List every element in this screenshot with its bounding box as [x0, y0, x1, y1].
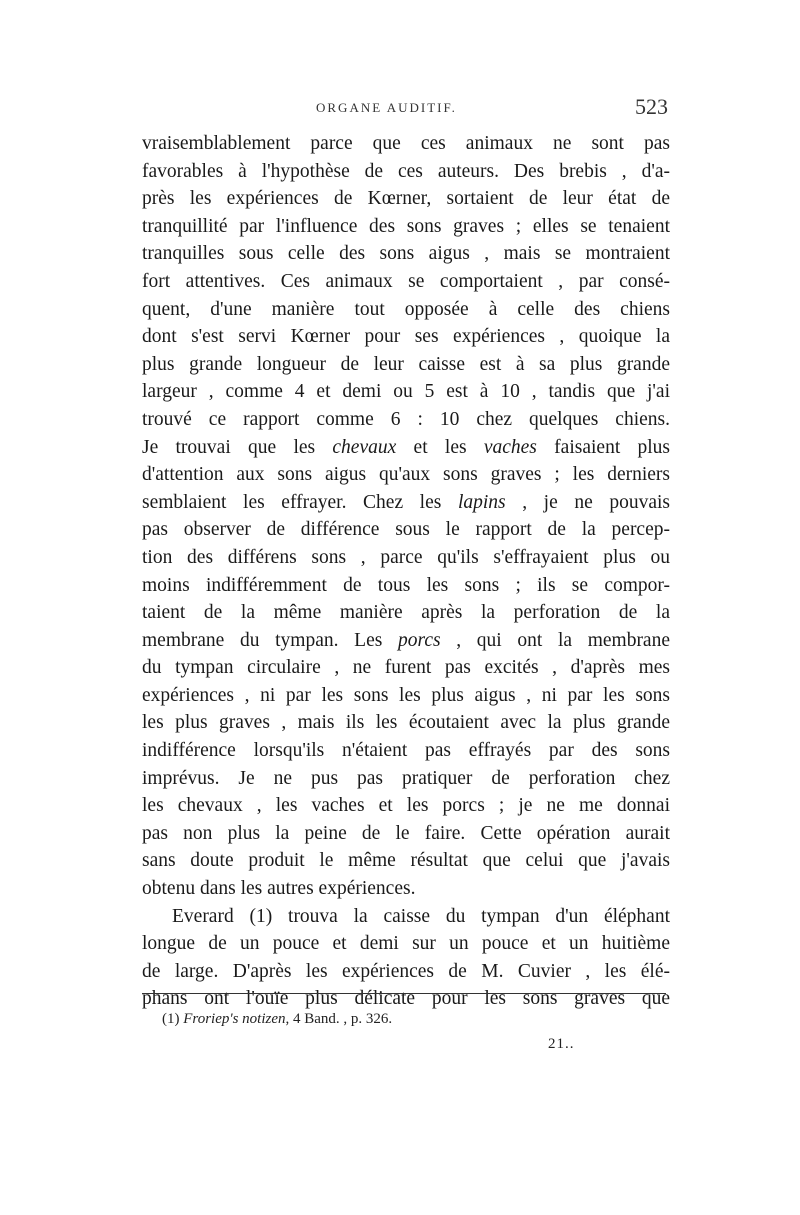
text-segment: , je ne pouvais [505, 491, 670, 513]
italic-term: porcs [397, 629, 441, 651]
text-segment: moins indifféremment de tous les sons ; ils se compor- [142, 574, 670, 596]
text-line [142, 489, 670, 517]
text-line [142, 296, 670, 324]
text-line [142, 461, 670, 489]
text-segment: du tympan circulaire , ne furent pas excités , d'après mes [142, 657, 670, 679]
italic-term: chevaux [332, 436, 397, 458]
text-line [142, 158, 670, 186]
text-segment: indifférence lorsqu'ils n'étaient pas effrayés par des sons [142, 740, 670, 762]
text-segment: près les expériences de Kœrner, sortaient de leur état de [142, 188, 670, 210]
text-segment: fort attentives. Ces animaux se comportaient , par consé- [142, 270, 670, 292]
signature-mark: 21.. [548, 1036, 575, 1052]
text-line [142, 240, 670, 268]
footnote-title: Froriep's notizen [183, 1011, 286, 1027]
text-line [142, 820, 670, 848]
text-line [142, 268, 670, 296]
text-segment: Everard (1) trouva la caisse du tympan d'un éléphant [172, 905, 670, 927]
text-line [142, 406, 670, 434]
text-segment: tranquillité par l'influence des sons graves ; elles se tenaient [142, 215, 670, 237]
footnote-divider [142, 993, 666, 994]
text-line [142, 213, 670, 241]
footnote-rest: , 4 Band. , p. 326. [285, 1011, 393, 1027]
text-line [142, 930, 670, 958]
text-line [142, 351, 670, 379]
text-segment: sans doute produit le même résultat que celui que j'avais [142, 850, 670, 872]
text-line [142, 847, 670, 875]
text-line [142, 599, 670, 627]
text-line [142, 765, 670, 793]
text-segment: trouvé ce rapport comme 6 : 10 chez quelques chiens. [142, 408, 670, 430]
text-line [142, 378, 670, 406]
text-line [142, 792, 670, 820]
text-segment: phans ont l'ouïe plus délicate pour les sons graves que [142, 988, 670, 1010]
text-line [142, 709, 670, 737]
text-segment: pas observer de différence sous le rapport de la percep- [142, 519, 670, 541]
italic-term: vaches [483, 436, 537, 458]
text-segment: , qui ont la membrane [440, 629, 670, 651]
text-line [142, 572, 670, 600]
text-segment: de large. D'après les expériences de M. Cuvier , les élé- [142, 960, 670, 982]
text-segment: plus grande longueur de leur caisse est à sa plus grande [142, 353, 670, 375]
footnote-marker: (1) [162, 1011, 180, 1027]
text-segment: pas non plus la peine de le faire. Cette opération aurait [142, 822, 670, 844]
text-segment: imprévus. Je ne pus pas pratiquer de perforation chez [142, 767, 670, 789]
text-segment: les chevaux , les vaches et les porcs ; je ne me donnai [142, 795, 670, 817]
text-line [142, 627, 670, 655]
text-line [142, 544, 670, 572]
text-segment: quent, d'une manière tout opposée à celle des chiens [142, 298, 670, 320]
italic-term: lapins [457, 491, 506, 513]
text-line [142, 185, 670, 213]
text-line [142, 682, 670, 710]
page-number: 523 [635, 94, 668, 119]
text-line [142, 985, 670, 1013]
running-head: ORGANE AUDITIF. [316, 100, 457, 115]
text-segment: tion des différens sons , parce qu'ils s'effrayaient plus ou [142, 546, 670, 568]
text-segment: d'attention aux sons aigus qu'aux sons graves ; les derniers [142, 464, 670, 486]
text-segment: dont s'est servi Kœrner pour ses expériences , quoique la [142, 326, 670, 348]
text-line [142, 516, 670, 544]
page-header [138, 94, 668, 124]
text-line [142, 958, 670, 986]
text-line [142, 737, 670, 765]
text-line [142, 130, 670, 158]
text-segment: Je trouvai que les [142, 436, 333, 458]
text-segment: vraisemblablement parce que ces animaux ne sont pas [142, 133, 670, 154]
text-segment: semblaient les effrayer. Chez les [142, 491, 458, 513]
footnote [162, 1011, 392, 1028]
text-segment: largeur , comme 4 et demi ou 5 est à 10 , tandis que j'ai [142, 381, 670, 403]
text-segment: les plus graves , mais ils les écoutaient avec la plus grande [142, 712, 670, 734]
text-segment: favorables à l'hypothèse de ces auteurs. Des brebis , d'a- [142, 160, 670, 182]
text-line [142, 323, 670, 351]
text-segment: faisaient plus [536, 436, 671, 458]
text-segment: longue de un pouce et demi sur un pouce et un huitième [142, 933, 670, 955]
body-text [142, 130, 670, 1013]
text-segment: taient de la même manière après la perforation de la [142, 602, 670, 624]
text-line [142, 875, 670, 903]
text-segment: membrane du tympan. Les [142, 629, 398, 651]
text-segment: obtenu dans les autres expériences. [142, 878, 416, 900]
text-segment: tranquilles sous celle des sons aigus , mais se montraient [142, 243, 670, 265]
text-line [142, 903, 670, 931]
text-segment: et les [396, 436, 484, 458]
text-line [142, 654, 670, 682]
text-segment: expériences , ni par les sons les plus aigus , ni par les sons [142, 684, 670, 706]
text-line [142, 434, 670, 462]
